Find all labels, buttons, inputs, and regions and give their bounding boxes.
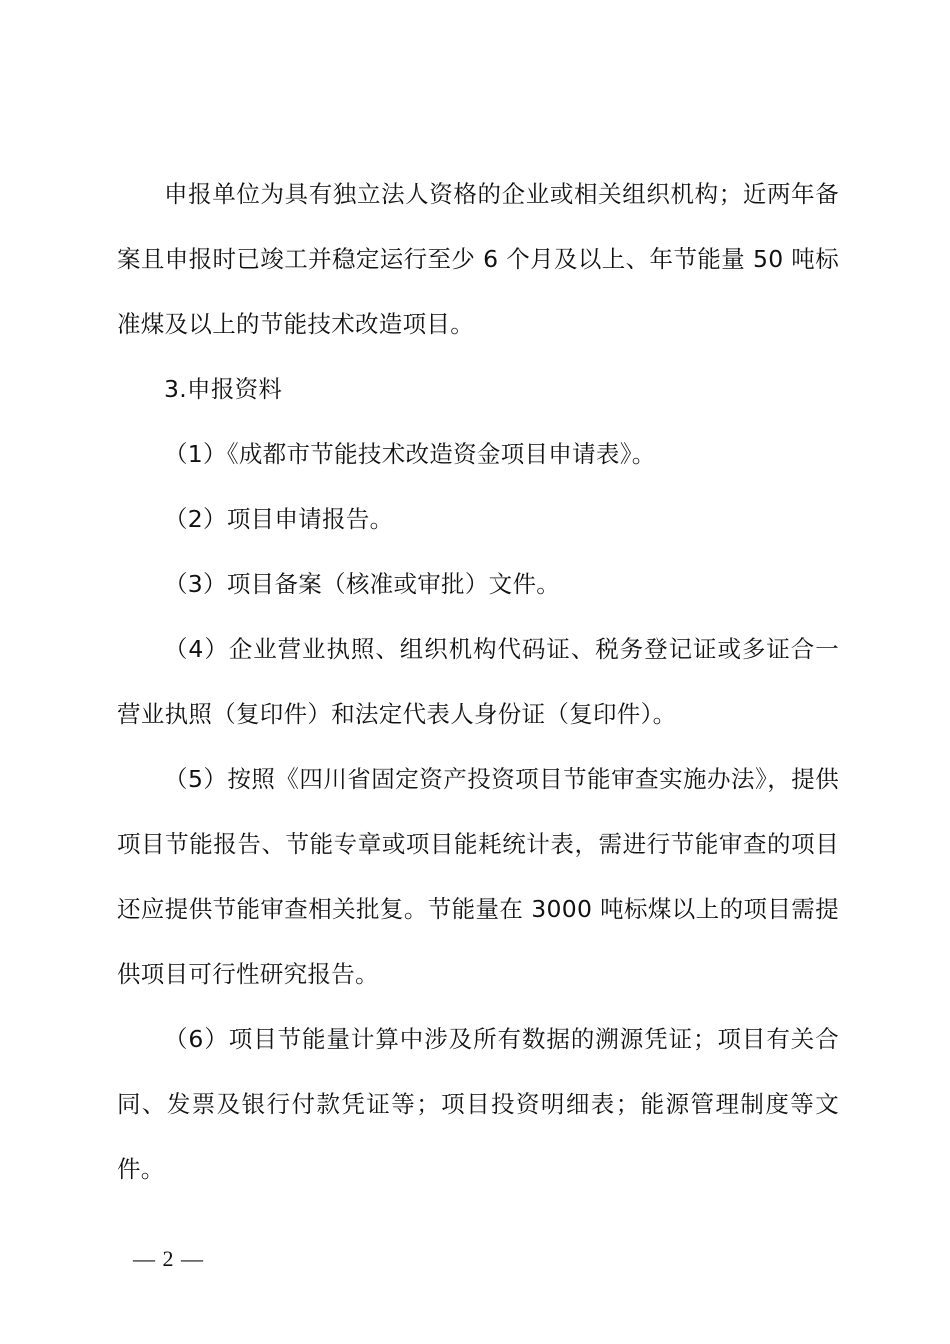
- list-item-energy-review: （5）按照《四川省固定资产投资项目节能审查实施办法》，提供项目节能报告、节能专章或项目能耗统计表，需进行节能审查的项目还应提供节能审查相关批复。节能量在 3000 吨标煤以上的项目需提供项目可行性研究报告。: [117, 765, 839, 988]
- section-heading-application-materials: 3.申报资料: [164, 375, 283, 403]
- list-item-business-license: （4）企业营业执照、组织机构代码证、税务登记证或多证合一营业执照（复印件）和法定代表人身份证（复印件）。: [117, 635, 839, 728]
- list-item-filing-document: （3）项目备案（核准或审批）文件。: [164, 570, 561, 598]
- list-item-supporting-evidence: （6）项目节能量计算中涉及所有数据的溯源凭证；项目有关合同、发票及银行付款凭证等；项目投资明细表；能源管理制度等文件。: [117, 1025, 839, 1183]
- page-number: — 2 —: [133, 1246, 204, 1271]
- list-item-application-report: （2）项目申请报告。: [164, 505, 394, 533]
- list-item-application-form: （1）《成都市节能技术改造资金项目申请表》。: [164, 440, 656, 468]
- document-body: [117, 162, 839, 1202]
- paragraph-eligibility: 申报单位为具有独立法人资格的企业或相关组织机构；近两年备案且申报时已竣工并稳定运行至少 6 个月及以上、年节能量 50 吨标准煤及以上的节能技术改造项目。: [117, 180, 839, 338]
